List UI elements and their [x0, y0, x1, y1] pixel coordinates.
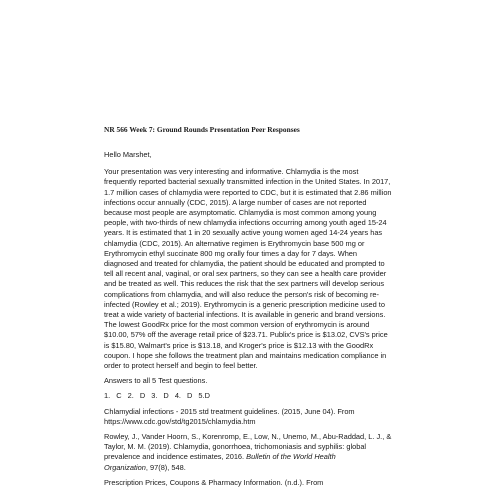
body-line: people, with two-thirds of new chlamydia infections occurring among youth aged 15-24	[104, 218, 387, 228]
body-line: coupon. I hope she follows the treatment plan and maintains medication compliance in	[104, 350, 387, 360]
journal-title-cont: Organization	[104, 462, 146, 472]
body-line: complications from chlamydia, and will also reduce the person's risk of becoming re-	[104, 289, 379, 299]
reference-line	[104, 452, 404, 462]
reference-text: , 97(8), 548.	[145, 462, 186, 472]
body-paragraph	[104, 167, 404, 371]
answers-intro: Answers to all 5 Test questions.	[104, 376, 208, 386]
body-line: because most people are asymptomatic. Chlamydia is most common among young	[104, 208, 377, 218]
greeting: Hello Marshet,	[104, 150, 152, 159]
reference-text: prevalence and incidence estimates, 2016.	[104, 452, 247, 462]
reference-line: Prescription Prices, Coupons & Pharmacy Information. (n.d.). From	[104, 477, 324, 487]
body-line: and be treated as well. This reduces the risk that the sex partners will develop serious	[104, 279, 385, 289]
body-line: years. It is estimated that 1 in 20 sexually active young women aged 14-24 years has	[104, 228, 383, 238]
body-line: treat a wide variety of bacterial infections. It is available in generic and brand versions.	[104, 310, 386, 320]
body-line: diagnosed and treated for chlamydia, the patient should be educated and prompted to	[104, 259, 385, 269]
document-title: NR 566 Week 7: Ground Rounds Presentation Peer Responses	[104, 125, 300, 134]
body-line: Erythromycin ethyl succinate 800 mg orally four times a day for 7 days. When	[104, 248, 358, 258]
body-line: chlamydia (CDC, 2015). An alternative regimen is Erythromycin base 500 mg or	[104, 238, 365, 248]
reference-goodrx	[104, 478, 404, 488]
body-line: The lowest GoodRx price for the most common version of erythromycin is around	[104, 320, 370, 330]
body-line: order to protect herself and begin to feel better.	[104, 361, 258, 371]
reference-rowley	[104, 432, 404, 473]
body-line: Your presentation was very interesting and informative. Chlamydia is the most	[104, 167, 359, 177]
body-line: is $15.80, Walmart's price is $13.18, and Kroger's price is $12.13 with the GoodRx	[104, 340, 374, 350]
reference-line	[104, 463, 404, 473]
reference-url: https://www.cdc.gov/std/tg2015/chlamydia.htm	[104, 416, 256, 426]
body-line: frequently reported bacterial sexually transmitted infection in the United States. In 2017,	[104, 177, 391, 187]
body-line: infections occur annually (CDC, 2015). A large number of cases are not reported	[104, 197, 367, 207]
answers-list: 1. C 2. D 3. D 4. D 5.D	[104, 391, 210, 401]
reference-line: Chlamydial infections - 2015 std treatment guidelines. (2015, June 04). From	[104, 406, 355, 416]
body-line: 1.7 million cases of chlamydia were reported to CDC, but it is estimated that 2.86 million	[104, 187, 392, 197]
reference-cdc	[104, 407, 404, 427]
body-line: tell all recent anal, vaginal, or oral sex partners, so they can see a health care provider	[104, 269, 387, 279]
document-body	[104, 150, 404, 493]
reference-line: Taylor, M. M. (2019). Chlamydia, gonorrhoea, trichomoniasis and syphilis: global	[104, 442, 367, 452]
body-line: $10.00, 57% off the average retail price of $23.71. Publix's price is $13.02, CVS's price	[104, 330, 388, 340]
body-line: infected (Rowley et al.; 2019). Erythromycin is a generic prescription medicine used to	[104, 299, 385, 309]
reference-line: Rowley, J., Vander Hoorn, S., Korenromp, E., Low, N., Unemo, M., Abu-Raddad, L. J., &	[104, 432, 392, 442]
journal-title: Bulletin of the World Health	[246, 452, 336, 462]
